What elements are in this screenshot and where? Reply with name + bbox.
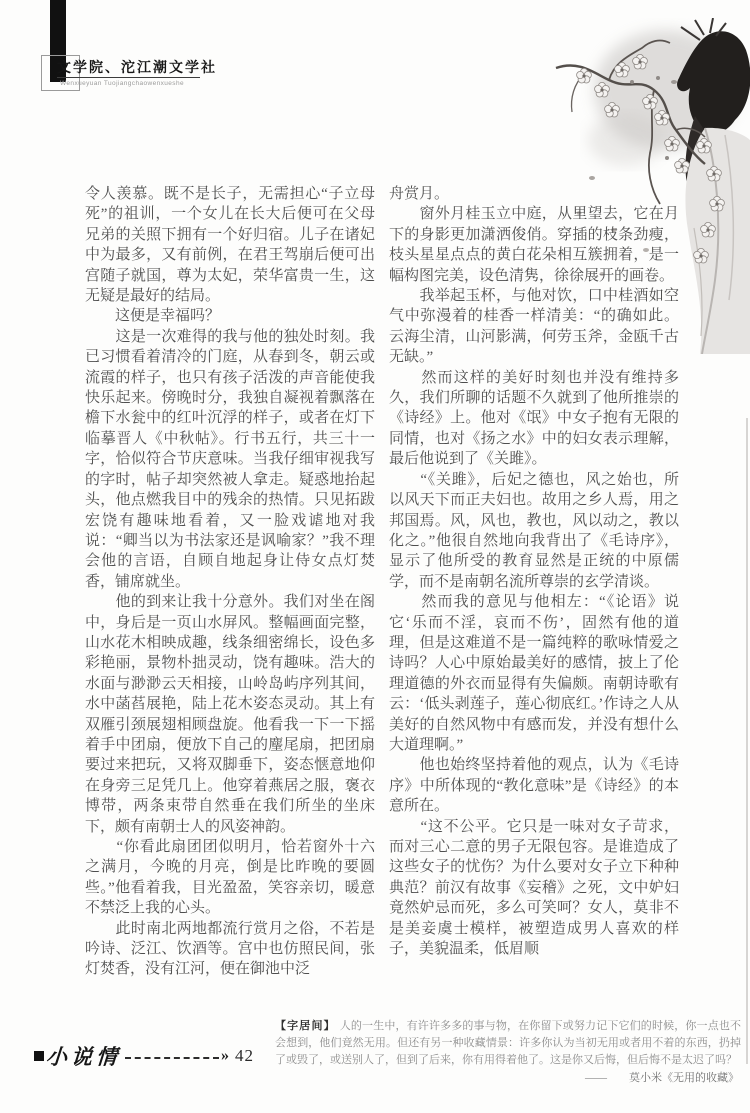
paragraph: “你看此扇团团似明月，恰若窗外十六之满月，今晚的月亮，倒是比昨晚的要圆些。”他看着我，目光盈盈，笑容亲切，暖意不禁泛上我的心头。 bbox=[85, 839, 375, 917]
footer-quote-paragraph bbox=[275, 1018, 741, 1069]
double-arrow-icon: » bbox=[221, 1047, 229, 1064]
page-number: 42 bbox=[235, 1046, 254, 1065]
article-column-left bbox=[85, 184, 375, 980]
section-label: 小说情 bbox=[45, 1045, 122, 1069]
paragraph: 然而这样的美好时刻也并没有维持多久，我们所聊的话题不久就到了他所推崇的《诗经》上。他对《氓》中女子抱有无限的同情，也对《扬之水》中的妇女表示理解，最后他说到了《关雎》。 bbox=[389, 369, 679, 468]
right-edge-rule bbox=[746, 418, 748, 1064]
paragraph: 他也始终坚持着他的观点，认为《毛诗序》中所体现的“教化意味”是《诗经》的本意所在。 bbox=[389, 757, 679, 815]
page-title: 文学院、沱江潮文学社 bbox=[57, 61, 217, 76]
black-square-icon bbox=[34, 1051, 44, 1061]
paragraph: 这是一次难得的我与他的独处时刻。我已习惯看着清冷的门庭，从春到冬，朝云或流霞的样子，也只有孩子活泼的声音能使我快乐起来。傍晚时分，我独自凝视着飘落在檐下水瓮中的红叶沉浮的样子，或者在灯下临摹晋人《中秋帖》。行书五行，共三十一字，恰似符合节庆意味。当我仔细审视我写的字时，帖子却突然被人拿走。疑惑地抬起头，他点燃我目中的残余的热情。只见拓跋宏饶有趣味地看着，又一脸戏谑地对我说：“卿当以为书法家还是讽喻家？”我不理会他的言语，自顾自地起身让侍女点灯焚香，铺席就坐。 bbox=[85, 328, 375, 590]
paragraph: “这不公平。它只是一味对女子苛求，而对三心二意的男子无限包容。是谁造成了这些女子的忧伤？为什么要对女子立下种种典范？前汉有故事《妄稽》之死，文中妒妇竟然妒忌而死，多么可笑呵？女人，莫非不是美妾虞士模样，被塑造成男人喜欢的样子，美貌温柔，低眉顺 bbox=[389, 818, 679, 958]
footer-section-strip bbox=[34, 1041, 254, 1071]
paragraph: 窗外月桂玉立中庭，从里望去，它在月下的身影更加潇洒俊俏。穿插的枝条劲瘦，枝头星星点点的黄白花朵相互簇拥着，是一幅构图完美，设色清隽，徐徐展开的画卷。 bbox=[389, 206, 679, 284]
paragraph: 舟赏月。 bbox=[389, 186, 450, 202]
paragraph: 然而我的意见与他相左：“《论语》说它‘乐而不淫，哀而不伤’，固然有他的道理，但是这难道不是一篇纯粹的歌咏情爱之诗吗？人心中原始最美好的感情，披上了伦理道德的外衣而显得有失偏颇。南朝诗歌有云：‘低头剥莲子，莲心彻底红。’作诗之人从美好的自然风物中有感而发，并没有想什么大道理啊。” bbox=[389, 594, 679, 753]
footer-quote-box bbox=[275, 1018, 741, 1087]
paragraph: 我举起玉杯，与他对饮，口中桂酒如空气中弥漫着的桂香一样清美：“的确如此。云海尘清，山河影满，何劳玉斧，金瓯千古无缺。” bbox=[389, 288, 679, 366]
article-body bbox=[85, 184, 679, 980]
footer-quote-text: 人的一生中，有许许多多的事与物，在你留下或努力记下它们的时候，你一点也不会想到，他们竟然无用。但还有另一种收藏情景：许多你认为当初无用或者用不着的东西，扔掉了或毁了，或送别人了，但到了后来，你有用得着他了。这是你又后悔，但后悔不是太迟了吗？ bbox=[275, 1020, 741, 1066]
paragraph: 他的到来让我十分意外。我们对坐在阁中，身后是一页山水屏风。整幅画面完整，山水花木相映成趣，线条细密绵长，设色多彩艳丽，景物朴拙灵动，饶有趣味。浩大的水面与渺渺云天相接，山岭岛屿序列其间，水中菡萏展艳，陆上花木姿态灵动。其上有双雁引颈展翅相顾盘旋。他看我一下一下摇着手中团扇，便放下自己的麈尾扇，把团扇要过来把玩，又将双脚垂下，姿态惬意地仰在身旁三足凭几上。他穿着燕居之服，褒衣博带，两条束带自然垂在我们所坐的坐床下，颇有南朝士人的风姿神韵。 bbox=[85, 594, 375, 835]
paragraph: 令人羡慕。既不是长子，无需担心“子立母死”的祖训，一个女儿在长大后便可在父母兄弟的关照下拥有一个好归宿。儿子在诸妃中为最多，又有前例，在君王驾崩后便可出宫随子就国，尊为太妃，荣华富贵一生，这无疑是最好的结局。 bbox=[85, 186, 375, 305]
article-column-right bbox=[389, 184, 679, 980]
paragraph: “《关雎》，后妃之德也，风之始也，所以风天下而正夫妇也。故用之乡人焉，用之邦国焉。风，风也，教也，风以动之，教以化之。”他很自然地向我背出了《毛诗序》，显示了他所受的教育显然是正统的中原儒学，而不是南朝名流所尊崇的玄学清谈。 bbox=[389, 471, 679, 590]
paragraph: 这便是幸福吗？ bbox=[85, 308, 221, 325]
footer-quote-attribution: —— 莫小米《无用的收藏》 bbox=[585, 1072, 739, 1084]
masthead-rule bbox=[57, 77, 200, 78]
paragraph: 此时南北两地都流行赏月之俗，不若是吟诗、泛江、饮酒等。宫中也仿照民间，张灯焚香，没有江河，便在御池中泛 bbox=[85, 920, 375, 978]
page-title-pinyin: Wenxueyuan Tuojiangchaowenxueshe bbox=[60, 80, 184, 87]
dashed-rule bbox=[125, 1057, 219, 1059]
footer-quote-label: 【字居间】 bbox=[275, 1020, 336, 1032]
